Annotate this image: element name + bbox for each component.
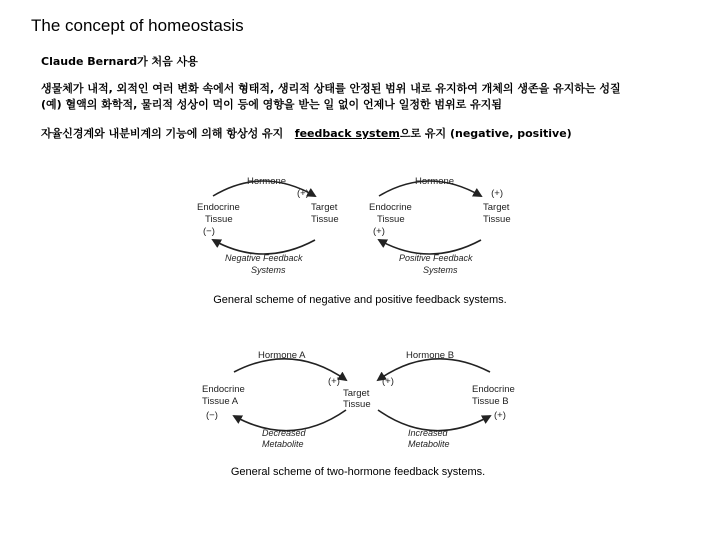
sign-a-feedback: (−) [206, 410, 218, 421]
sign-target: (+) [491, 188, 503, 199]
system-label: Systems [251, 265, 286, 275]
sign-endocrine: (+) [373, 226, 385, 237]
endocrine-b-label: Endocrine [472, 384, 515, 395]
target-label: Target [311, 202, 338, 213]
system-label: Positive Feedback [399, 253, 473, 263]
endocrine-label: Tissue [205, 214, 233, 225]
negative-feedback-loop [197, 176, 339, 275]
system-label: Systems [423, 265, 458, 275]
hormone-label: Hormone [415, 176, 455, 187]
target-label: Tissue [311, 214, 339, 225]
feedback-diagram-1 [185, 168, 511, 280]
regulation-suffix: 으로 유지 (negative, positive) [399, 127, 572, 140]
sign-target: (+) [297, 188, 309, 199]
figure-1-caption: General scheme of negative and positive feedback systems. [213, 294, 507, 306]
sign-a-target: (+) [328, 376, 340, 387]
regulation-line [41, 125, 572, 141]
page-title: The concept of homeostasis [31, 16, 244, 35]
target-label: Target [483, 202, 510, 213]
hormone-label: Hormone [247, 176, 287, 187]
decreased-metabolite-label: Metabolite [262, 439, 304, 449]
endocrine-label: Tissue [377, 214, 405, 225]
endocrine-label: Endocrine [197, 202, 240, 213]
sign-b-target: (+) [382, 376, 394, 387]
definition-line-1: 생물체가 내적, 외적인 여러 변화 속에서 형태적, 생리적 상태를 안정된 범위 내로 유지하여 개체의 생존을 유지하는 성질 [41, 82, 621, 95]
hormone-b-arrow [378, 359, 490, 380]
positive-feedback-loop [369, 176, 511, 275]
subtitle: Claude Bernard가 처음 사용 [41, 55, 198, 68]
target-label: Tissue [483, 214, 511, 225]
endocrine-a-label: Endocrine [202, 384, 245, 395]
feedback-arrow [379, 240, 481, 254]
increased-metabolite-label: Metabolite [408, 439, 450, 449]
regulation-prefix: 자율신경계와 내분비계의 기능에 의해 항상성 유지 [41, 127, 284, 140]
feedback-arrow [213, 240, 315, 254]
figure-2-caption: General scheme of two-hormone feedback systems. [230, 466, 486, 478]
sign-b-feedback: (+) [494, 410, 506, 421]
endocrine-a-label: Tissue A [202, 396, 239, 407]
endocrine-label: Endocrine [369, 202, 412, 213]
hormone-a-label: Hormone A [258, 350, 306, 361]
endocrine-b-label: Tissue B [472, 396, 509, 407]
decreased-metabolite-label: Decreased [262, 428, 306, 438]
target-label: Tissue [343, 399, 371, 410]
feedback-system-term: feedback system [294, 127, 400, 140]
feedback-diagram-2 [196, 344, 526, 454]
sign-endocrine: (−) [203, 226, 215, 237]
system-label: Negative Feedback [225, 253, 303, 263]
definition-line-2: (예) 혈액의 화학적, 물리적 성상이 먹이 등에 영향을 받는 일 없이 언제나 일정한 범위로 유지됨 [41, 98, 503, 111]
increased-metabolite-label: Increased [408, 428, 448, 438]
target-label: Target [343, 388, 370, 399]
hormone-b-label: Hormone B [406, 350, 455, 361]
